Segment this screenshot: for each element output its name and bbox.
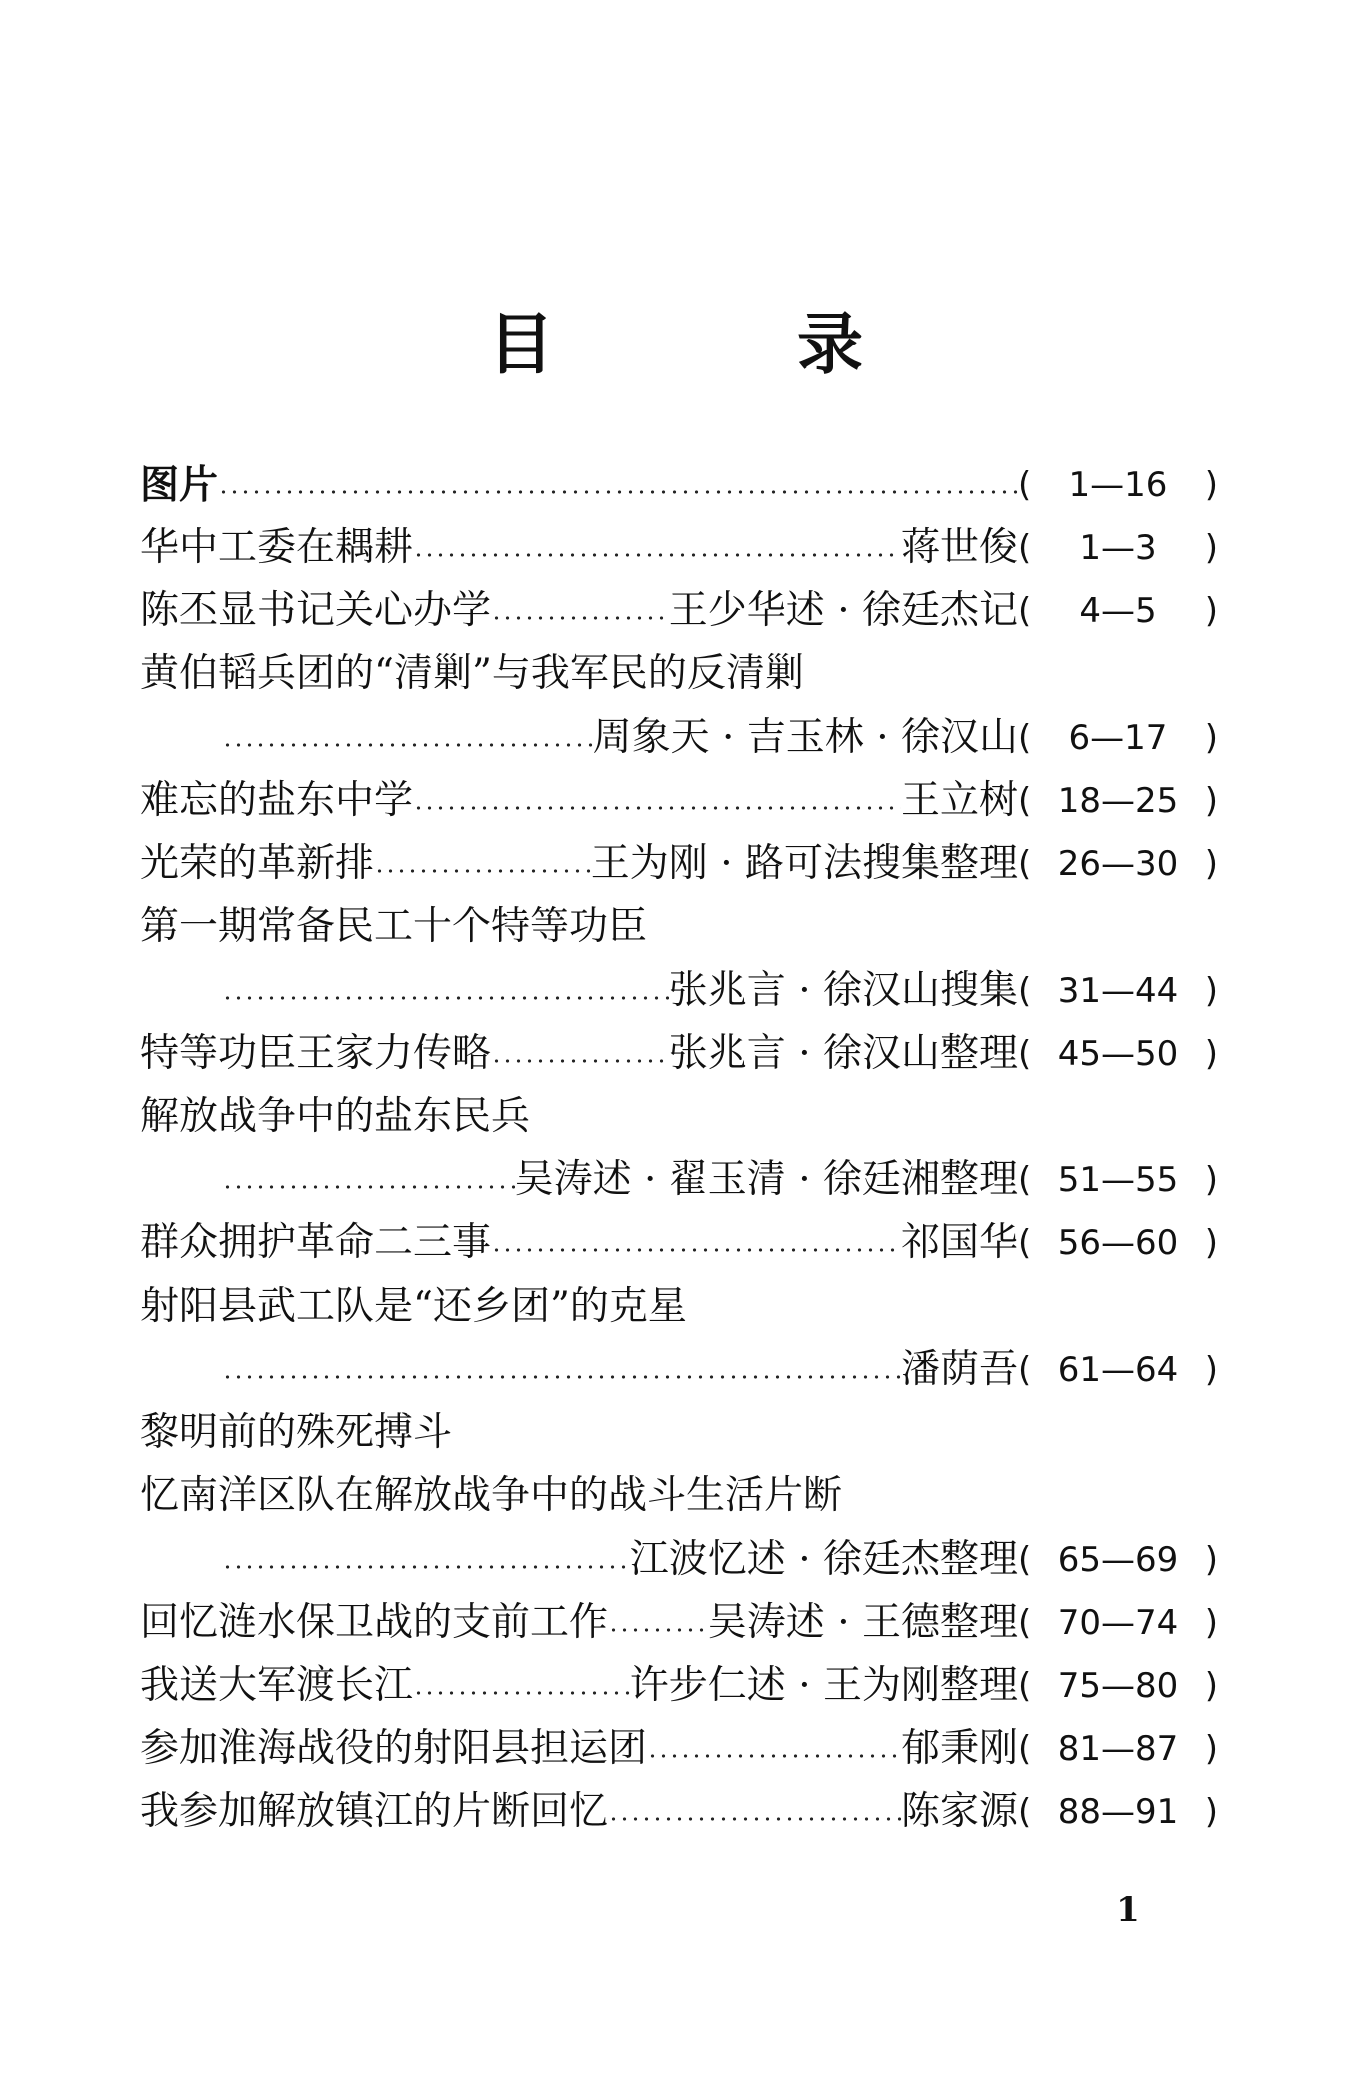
entry-title: 特等功臣王家力传略	[140, 1031, 492, 1076]
toc-entry-continuation	[222, 1530, 1218, 1590]
page-range-value: 51—55	[1057, 1160, 1179, 1200]
page-range	[1018, 518, 1218, 578]
page-range-close: )	[1204, 1350, 1218, 1390]
page-range-close: )	[1204, 1034, 1218, 1074]
toc-entry	[140, 455, 1218, 515]
page-range	[1018, 1656, 1218, 1716]
page-range-close: )	[1204, 1792, 1218, 1832]
page-range	[1018, 1530, 1218, 1590]
page-range-close: )	[1204, 465, 1218, 505]
page-range-open: (	[1018, 591, 1032, 631]
dot-leader	[222, 743, 593, 747]
page-range-open: (	[1018, 1034, 1032, 1074]
toc-entry	[140, 771, 1218, 831]
page-range	[1018, 1719, 1218, 1779]
page-range-close: )	[1204, 781, 1218, 821]
page-range	[1018, 455, 1218, 515]
page-range-close: )	[1204, 1666, 1218, 1706]
toc-entry	[140, 834, 1218, 894]
entry-author: 张兆言 · 徐汉山整理	[668, 1031, 1018, 1076]
page-range	[1018, 581, 1218, 641]
toc-entry	[140, 1213, 1218, 1273]
toc-entry-title-line	[140, 1403, 1218, 1463]
page-range	[1018, 961, 1218, 1021]
entry-title: 射阳县武工队是“还乡团”的克星	[140, 1284, 687, 1329]
toc-entry-continuation	[222, 961, 1218, 1021]
page-range-value: 1—3	[1079, 528, 1157, 568]
page-range-close: )	[1204, 528, 1218, 568]
page-range-open: (	[1018, 1160, 1032, 1200]
entry-title: 解放战争中的盐东民兵	[140, 1094, 531, 1139]
page-range-open: (	[1018, 844, 1032, 884]
entry-author: 吴涛述 · 王德整理	[707, 1600, 1018, 1645]
page-range-close: )	[1204, 1223, 1218, 1263]
entry-author: 祁国华	[900, 1220, 1018, 1265]
dot-leader	[374, 869, 591, 873]
toc-entry-title-line	[140, 897, 1218, 957]
dot-leader	[413, 806, 901, 810]
entry-author: 许步仁述 · 王为刚整理	[629, 1663, 1018, 1708]
toc-entry-title-line	[140, 1087, 1218, 1147]
page-range-close: )	[1204, 591, 1218, 631]
entry-author: 江波忆述 · 徐廷杰整理	[629, 1537, 1018, 1582]
entry-author: 周象天 · 吉玉林 · 徐汉山	[592, 715, 1018, 760]
entry-author: 吴涛述 · 翟玉清 · 徐廷湘整理	[514, 1157, 1018, 1202]
page-range-close: )	[1204, 1603, 1218, 1643]
page-range	[1018, 708, 1218, 768]
page-range	[1018, 1150, 1218, 1210]
page-range-value: 1—16	[1068, 465, 1168, 505]
page-range-value: 81—87	[1057, 1729, 1179, 1769]
entry-author: 潘荫吾	[900, 1347, 1018, 1392]
dot-leader	[491, 1059, 669, 1063]
dot-leader	[222, 1565, 630, 1569]
entry-title: 参加淮海战役的射阳县担运团	[140, 1726, 648, 1771]
entry-title: 回忆涟水保卫战的支前工作	[140, 1600, 609, 1645]
toc-entry	[140, 518, 1218, 578]
toc-entry	[140, 1719, 1218, 1779]
page-range-open: (	[1018, 718, 1032, 758]
entry-title: 陈丕显书记关心办学	[140, 588, 492, 633]
page-range-value: 4—5	[1079, 591, 1157, 631]
entry-title: 群众拥护革命二三事	[140, 1220, 492, 1265]
page-range	[1018, 1024, 1218, 1084]
page-range-value: 70—74	[1057, 1603, 1179, 1643]
page-range-open: (	[1018, 465, 1032, 505]
page-range-open: (	[1018, 1603, 1032, 1643]
toc-entry	[140, 1656, 1218, 1716]
entry-title: 光荣的革新排	[140, 841, 375, 886]
entry-title: 黄伯韬兵团的“清剿”与我军民的反清剿	[140, 651, 804, 696]
entry-author: 蒋世俊	[900, 525, 1018, 570]
entry-author: 王为刚 · 路可法搜集整理	[590, 841, 1018, 886]
toc-entry-title-line	[140, 644, 1218, 704]
entry-title: 我参加解放镇江的片断回忆	[140, 1789, 609, 1834]
dot-leader	[413, 553, 901, 557]
page-range-close: )	[1204, 971, 1218, 1011]
entry-title: 黎明前的殊死搏斗	[140, 1410, 453, 1455]
page-range-value: 31—44	[1057, 971, 1179, 1011]
page-range-value: 45—50	[1057, 1034, 1179, 1074]
entry-author: 王立树	[900, 778, 1018, 823]
page-range-close: )	[1204, 1160, 1218, 1200]
entry-author: 王少华述 · 徐廷杰记	[668, 588, 1018, 633]
toc-entry-subtitle-line	[140, 1466, 1218, 1526]
page-range-close: )	[1204, 844, 1218, 884]
entry-title: 我送大军渡长江	[140, 1663, 414, 1708]
toc-entry	[140, 1782, 1218, 1842]
toc-entry-continuation	[222, 708, 1218, 768]
page-range-value: 65—69	[1057, 1540, 1179, 1580]
entry-subtitle: 忆南洋区队在解放战争中的战斗生活片断	[140, 1473, 843, 1518]
dot-leader	[222, 1185, 515, 1189]
page-range-close: )	[1204, 1729, 1218, 1769]
page-range-value: 18—25	[1057, 781, 1179, 821]
page-range	[1018, 1593, 1218, 1653]
dot-leader	[647, 1754, 901, 1758]
entry-title: 华中工委在耦耕	[140, 525, 414, 570]
toc-entry-continuation	[222, 1150, 1218, 1210]
page-range-open: (	[1018, 781, 1032, 821]
page-range-open: (	[1018, 1223, 1032, 1263]
page-range	[1018, 1213, 1218, 1273]
page-range	[1018, 834, 1218, 894]
page-range-close: )	[1204, 718, 1218, 758]
toc-entry-continuation	[222, 1340, 1218, 1400]
page-range	[1018, 1340, 1218, 1400]
dot-leader	[491, 616, 669, 620]
page-range-value: 61—64	[1057, 1350, 1179, 1390]
page-title: 目 录	[488, 306, 973, 383]
toc-entry	[140, 581, 1218, 641]
page-range-open: (	[1018, 971, 1032, 1011]
dot-leader	[491, 1248, 901, 1252]
dot-leader	[413, 1691, 630, 1695]
entry-title: 难忘的盐东中学	[140, 778, 414, 823]
dot-leader	[218, 490, 1018, 494]
page-range	[1018, 771, 1218, 831]
page-range-open: (	[1018, 1540, 1032, 1580]
page-range	[1018, 1782, 1218, 1842]
page-range-value: 6—17	[1068, 718, 1168, 758]
page-range-value: 88—91	[1057, 1792, 1179, 1832]
toc-entry	[140, 1593, 1218, 1653]
dot-leader	[222, 996, 669, 1000]
dot-leader	[608, 1817, 901, 1821]
entry-author: 陈家源	[900, 1789, 1018, 1834]
page-range-close: )	[1204, 1540, 1218, 1580]
dot-leader	[222, 1375, 901, 1379]
page-range-value: 75—80	[1057, 1666, 1179, 1706]
page-range-open: (	[1018, 528, 1032, 568]
entry-title: 第一期常备民工十个特等功臣	[140, 904, 648, 949]
page-range-open: (	[1018, 1666, 1032, 1706]
page-number: 1	[1116, 1890, 1140, 1930]
toc-entry	[140, 1024, 1218, 1084]
toc-entry-title-line	[140, 1277, 1218, 1337]
page-range-open: (	[1018, 1350, 1032, 1390]
page-range-value: 56—60	[1057, 1223, 1179, 1263]
entry-author: 张兆言 · 徐汉山搜集	[668, 968, 1018, 1013]
dot-leader	[608, 1628, 708, 1632]
page-range-open: (	[1018, 1792, 1032, 1832]
entry-author: 郁秉刚	[900, 1726, 1018, 1771]
entry-title: 图片	[140, 462, 219, 508]
page-range-open: (	[1018, 1729, 1032, 1769]
page-range-value: 26—30	[1057, 844, 1179, 884]
